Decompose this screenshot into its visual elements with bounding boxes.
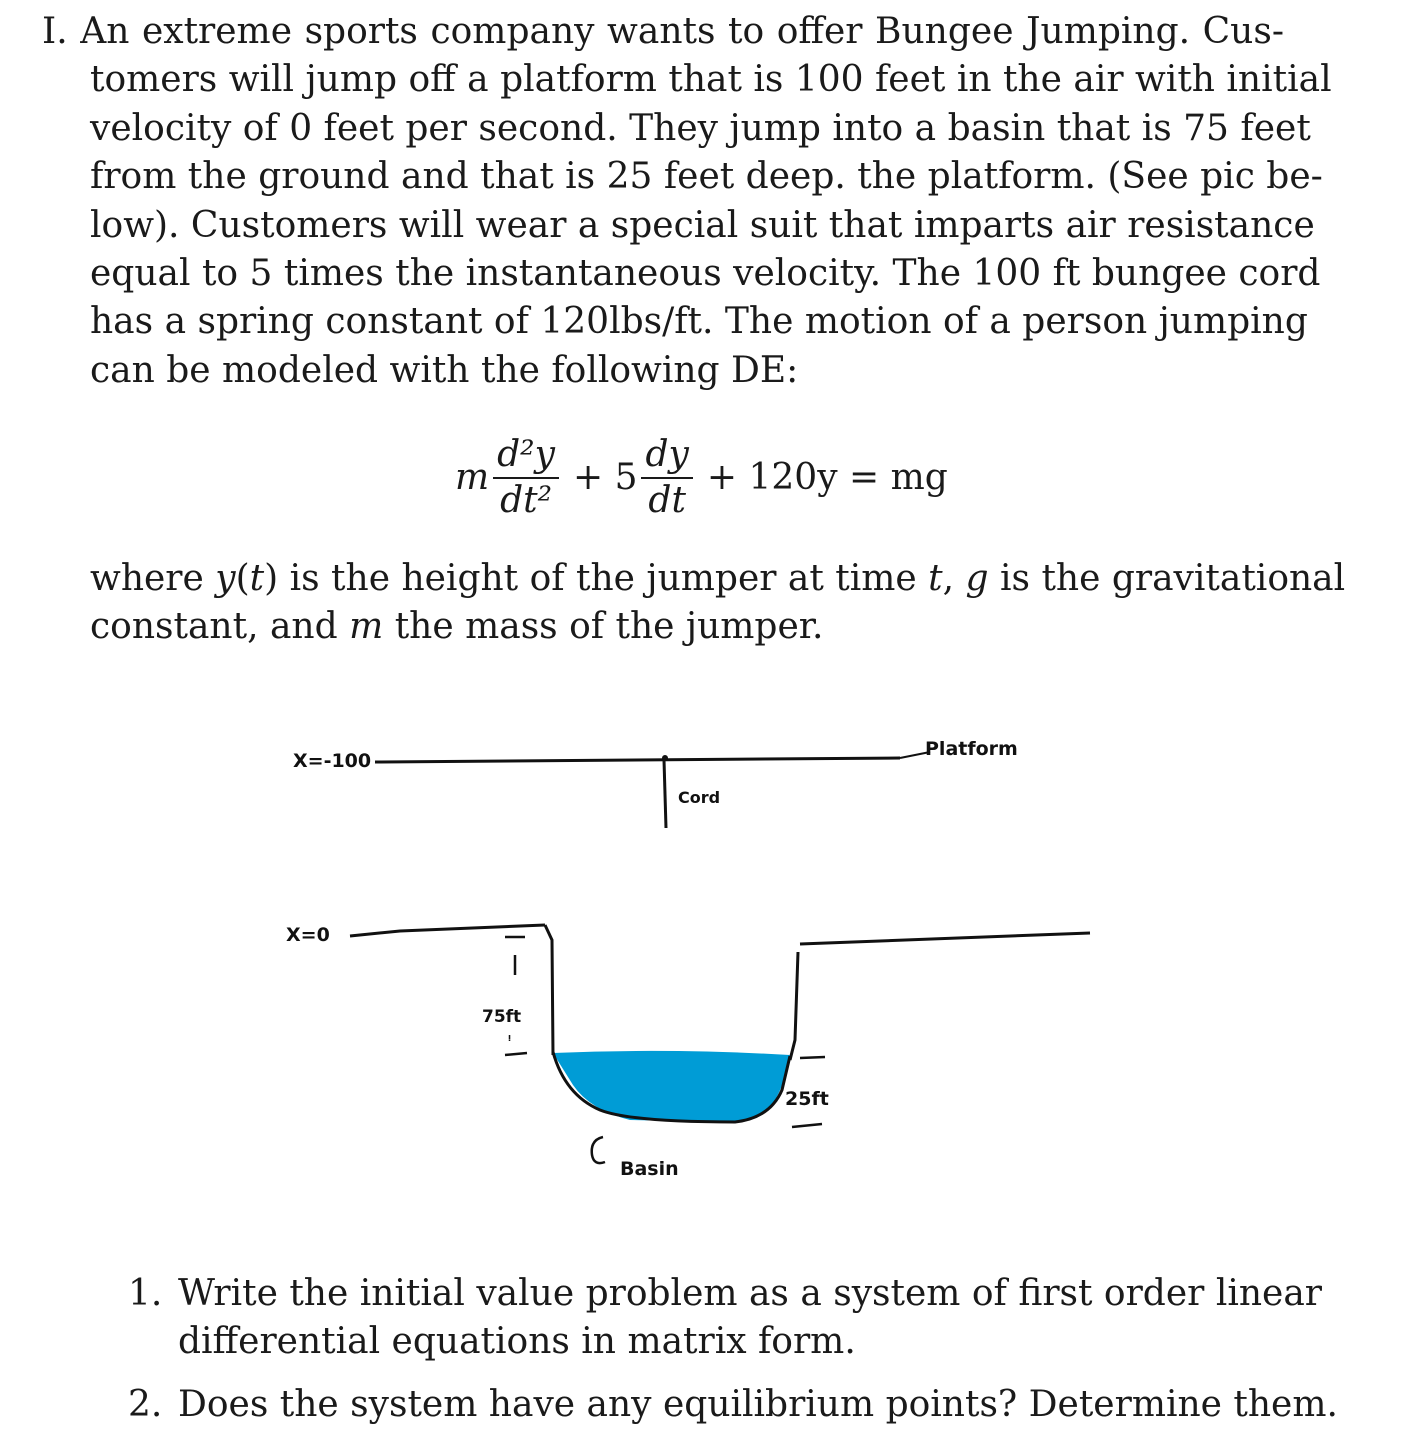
basin-arrow: [592, 1137, 605, 1163]
question-number: 2.: [128, 1383, 163, 1425]
question-line: Does the system have any equilibrium points? Determine them.: [178, 1383, 1338, 1425]
where-line-1: where y(t) is the height of the jumper at time t, g is the gravitational: [90, 558, 1346, 599]
label-x-0: X=0: [286, 924, 330, 946]
label-75ft: 75ft: [482, 1007, 522, 1027]
eq-second-derivative: [493, 435, 559, 521]
cord-line: [664, 760, 666, 828]
problem-line: from the ground and that is 25 feet deep. the platform. (See pic be-: [90, 156, 1323, 198]
problem-statement: [42, 8, 1332, 395]
eq-first-derivative: [641, 435, 692, 521]
label-x-minus-100: X=-100: [293, 750, 372, 772]
basin-right-wall: [790, 952, 798, 1060]
eq-rest: + 120y = mg: [706, 457, 948, 498]
question-line: differential equations in matrix form.: [178, 1321, 856, 1363]
label-cord: Cord: [678, 788, 721, 807]
label-platform: Platform: [925, 738, 1018, 760]
svg-text:ᵎ: ᵎ: [508, 1032, 512, 1048]
bungee-diagram: [0, 700, 1427, 1200]
eq-frac1-denominator: dt²: [500, 479, 553, 521]
ground-left: [350, 925, 545, 936]
question-number: 1.: [128, 1273, 163, 1314]
eq-frac2-numerator: dy: [641, 435, 692, 479]
problem-line: I. An extreme sports company wants to offer Bungee Jumping. Cus-: [42, 11, 1284, 52]
where-clause: [90, 555, 1346, 652]
ground-right: [800, 933, 1090, 944]
problem-line: equal to 5 times the instantaneous velocity. The 100 ft bungee cord: [90, 253, 1321, 295]
basin-left-wall: [545, 925, 553, 1055]
eq-frac1-numerator: d²y: [493, 435, 559, 479]
eq-mass: m: [455, 457, 490, 498]
label-25ft: 25ft: [785, 1088, 829, 1110]
label-basin: Basin: [620, 1158, 679, 1180]
problem-line: low). Customers will wear a special suit that imparts air resistance: [90, 204, 1315, 246]
question-item: [120, 1270, 1323, 1367]
problem-line: can be modeled with the following DE:: [90, 349, 799, 391]
differential-equation: [455, 425, 975, 530]
question-item: [120, 1381, 1338, 1429]
eq-frac2-denominator: dt: [648, 479, 686, 521]
platform-line: [375, 758, 900, 762]
problem-line: tomers will jump off a platform that is 100 feet in the air with initial: [90, 59, 1332, 101]
question-line: Write the initial value problem as a system of first order linear: [178, 1273, 1323, 1314]
problem-line: velocity of 0 feet per second. They jump into a basin that is 75 feet: [90, 107, 1311, 149]
problem-line: has a spring constant of 120lbs/ft. The motion of a person jumping: [90, 301, 1308, 343]
basin-water: [553, 1051, 790, 1122]
where-line-2: constant, and m the mass of the jumper.: [90, 606, 824, 648]
eq-damping-coefficient: + 5: [572, 457, 638, 498]
question-list: [120, 1270, 1338, 1443]
